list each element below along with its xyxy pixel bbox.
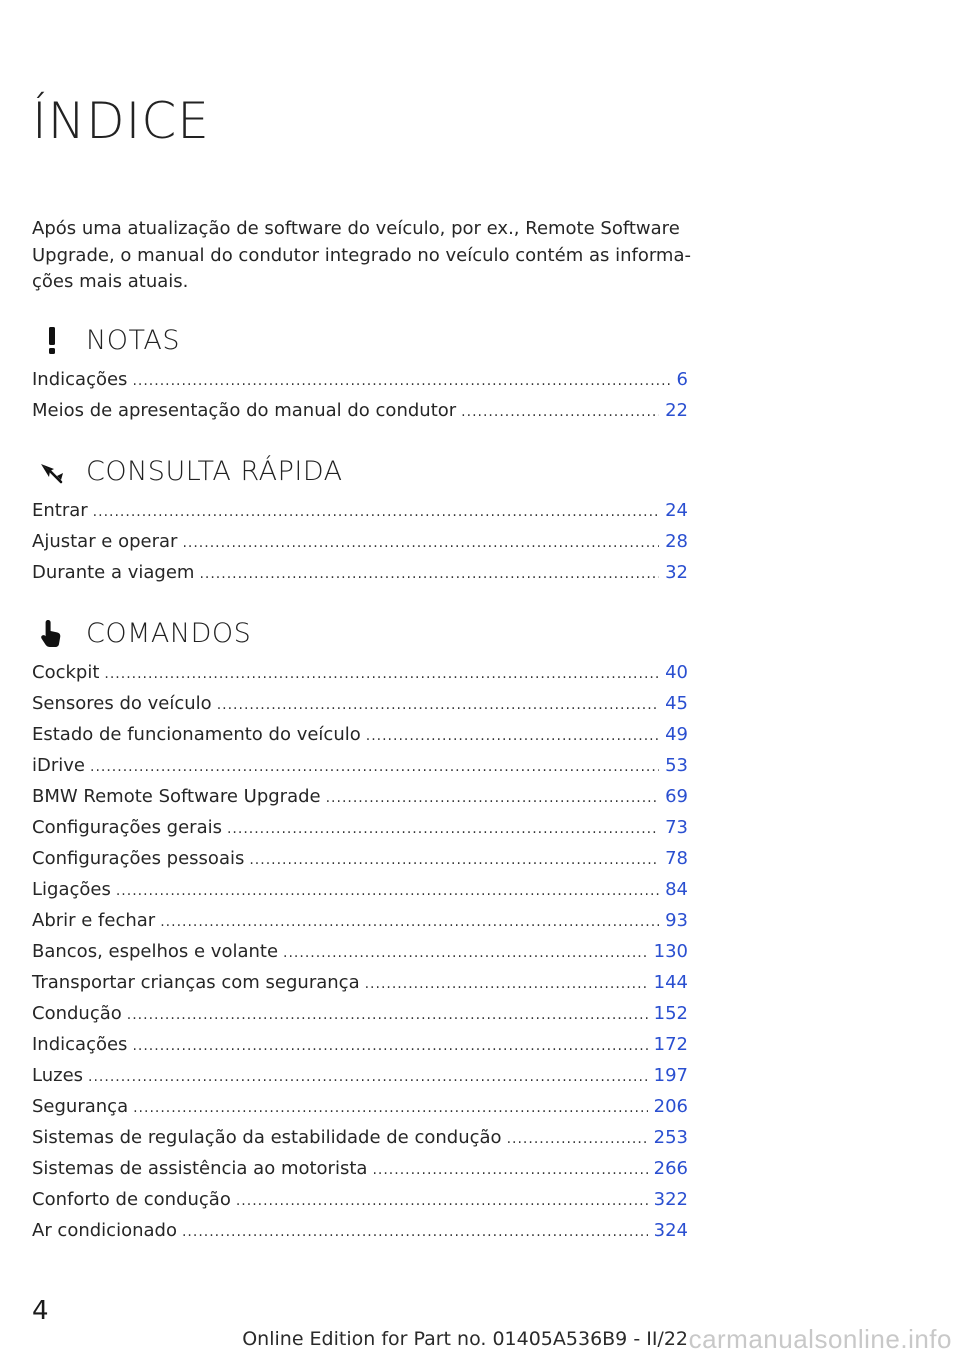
toc-entry[interactable] [32, 967, 688, 998]
dot-leader [160, 907, 659, 938]
section-header-comandos [32, 613, 251, 653]
toc-list-comandos [32, 657, 688, 1246]
toc-page-link[interactable]: 324 [653, 1220, 688, 1241]
toc-entry[interactable] [32, 557, 688, 588]
toc-page-link[interactable]: 22 [665, 400, 688, 421]
exclamation-icon [32, 320, 72, 360]
toc-entry-label: Meios de apresentação do manual do condutor [32, 400, 457, 421]
toc-entry[interactable] [32, 688, 688, 719]
toc-page-link[interactable]: 130 [653, 941, 688, 962]
toc-entry[interactable] [32, 1060, 688, 1091]
toc-entry-label: Ligações [32, 879, 111, 900]
toc-entry-label: Entrar [32, 500, 88, 521]
toc-entry[interactable] [32, 998, 688, 1029]
toc-page-link[interactable]: 6 [676, 369, 688, 390]
toc-entry-label: Sistemas de regulação da estabilidade de condução [32, 1127, 502, 1148]
toc-page-link[interactable]: 24 [665, 500, 688, 521]
toc-entry-label: Abrir e fechar [32, 910, 156, 931]
toc-page-link[interactable]: 53 [665, 755, 688, 776]
toc-entry[interactable] [32, 364, 688, 395]
toc-entry-label: Indicações [32, 369, 128, 390]
dot-leader [249, 845, 659, 876]
toc-entry[interactable] [32, 781, 688, 812]
toc-page-link[interactable]: 266 [653, 1158, 688, 1179]
toc-page-link[interactable]: 40 [665, 662, 688, 683]
dot-leader [217, 690, 659, 721]
hand-touch-icon [32, 613, 72, 653]
dot-leader [88, 1062, 648, 1093]
dot-leader [116, 876, 659, 907]
dot-leader [132, 366, 670, 397]
toc-entry[interactable] [32, 1184, 688, 1215]
dot-leader [507, 1124, 648, 1155]
toc-entry-label: Segurança [32, 1096, 129, 1117]
page-number: 4 [32, 1296, 49, 1326]
toc-entry[interactable] [32, 812, 688, 843]
section-header-notas [32, 320, 180, 360]
toc-entry-label: Ar condicionado [32, 1220, 177, 1241]
toc-page-link[interactable]: 144 [653, 972, 688, 993]
toc-entry-label: Configurações pessoais [32, 848, 245, 869]
toc-list-notas [32, 364, 688, 426]
toc-page-link[interactable]: 322 [653, 1189, 688, 1210]
toc-entry[interactable] [32, 843, 688, 874]
dot-leader [227, 814, 659, 845]
dot-leader [461, 397, 659, 428]
toc-page-link[interactable]: 69 [665, 786, 688, 807]
section-title: COMANDOS [86, 617, 252, 649]
toc-page-link[interactable]: 28 [665, 531, 688, 552]
dot-leader [93, 497, 659, 528]
toc-entry-label: Luzes [32, 1065, 84, 1086]
toc-entry-label: Estado de funcionamento do veículo [32, 724, 361, 745]
toc-entry[interactable] [32, 657, 688, 688]
toc-entry-label: Conforto de condução [32, 1189, 231, 1210]
toc-entry[interactable] [32, 936, 688, 967]
dot-leader [326, 783, 659, 814]
dot-leader [127, 1000, 648, 1031]
toc-page-link[interactable]: 32 [665, 562, 688, 583]
toc-entry-label: Configurações gerais [32, 817, 222, 838]
watermark: carmanualsonline.info [688, 1324, 952, 1354]
toc-entry-label: Ajustar e operar [32, 531, 178, 552]
toc-entry[interactable] [32, 874, 688, 905]
toc-page-link[interactable]: 172 [653, 1034, 688, 1055]
toc-entry-label: Bancos, espelhos e volante [32, 941, 279, 962]
toc-entry[interactable] [32, 526, 688, 557]
toc-page-link[interactable]: 93 [665, 910, 688, 931]
dot-leader [366, 721, 659, 752]
footer-edition: Online Edition for Part no. 01405A536B9 - II/22 [242, 1328, 688, 1350]
toc-entry[interactable] [32, 905, 688, 936]
toc-entry-label: Condução [32, 1003, 122, 1024]
section-title: NOTAS [86, 324, 180, 356]
toc-entry[interactable] [32, 1029, 688, 1060]
dot-leader [236, 1186, 648, 1217]
dot-leader [283, 938, 648, 969]
toc-entry-label: Sensores do veículo [32, 693, 212, 714]
dot-leader [90, 752, 659, 783]
section-title: CONSULTA RÁPIDA [86, 455, 343, 487]
toc-page-link[interactable]: 152 [653, 1003, 688, 1024]
toc-page-link[interactable]: 78 [665, 848, 688, 869]
toc-entry[interactable] [32, 395, 688, 426]
dot-leader [199, 559, 659, 590]
toc-entry-label: Durante a viagem [32, 562, 195, 583]
toc-entry[interactable] [32, 1091, 688, 1122]
dot-leader [182, 1217, 648, 1248]
dot-leader [132, 1031, 647, 1062]
toc-page-link[interactable]: 197 [653, 1065, 688, 1086]
toc-page-link[interactable]: 49 [665, 724, 688, 745]
toc-page-link[interactable]: 253 [653, 1127, 688, 1148]
toc-entry[interactable] [32, 719, 688, 750]
toc-entry-label: BMW Remote Software Upgrade [32, 786, 321, 807]
pointer-icon [32, 451, 72, 491]
toc-entry-label: Indicações [32, 1034, 128, 1055]
page-title: ÍNDICE [32, 92, 210, 150]
toc-entry-label: Cockpit [32, 662, 100, 683]
toc-entry[interactable] [32, 495, 688, 526]
toc-page-link[interactable]: 84 [665, 879, 688, 900]
toc-page-link[interactable]: 45 [665, 693, 688, 714]
toc-list-consulta-rapida [32, 495, 688, 588]
dot-leader [133, 1093, 648, 1124]
toc-entry-label: iDrive [32, 755, 85, 776]
toc-entry-label: Transportar crianças com segurança [32, 972, 360, 993]
toc-entry[interactable] [32, 1122, 688, 1153]
section-header-consulta-rapida [32, 451, 343, 491]
toc-page-link[interactable]: 73 [665, 817, 688, 838]
toc-entry[interactable] [32, 1153, 688, 1184]
toc-page-link[interactable]: 206 [653, 1096, 688, 1117]
toc-entry[interactable] [32, 1215, 688, 1246]
intro-paragraph: Após uma atualização de software do veículo, por ex., Remote Software Upgrade, o manual do condutor integrado no veículo contém as informa-ções mais atuais. [32, 218, 691, 292]
dot-leader [182, 528, 659, 559]
dot-leader [372, 1155, 647, 1186]
toc-entry-label: Sistemas de assistência ao motorista [32, 1158, 368, 1179]
dot-leader [104, 659, 659, 690]
toc-entry[interactable] [32, 750, 688, 781]
dot-leader [365, 969, 648, 1000]
